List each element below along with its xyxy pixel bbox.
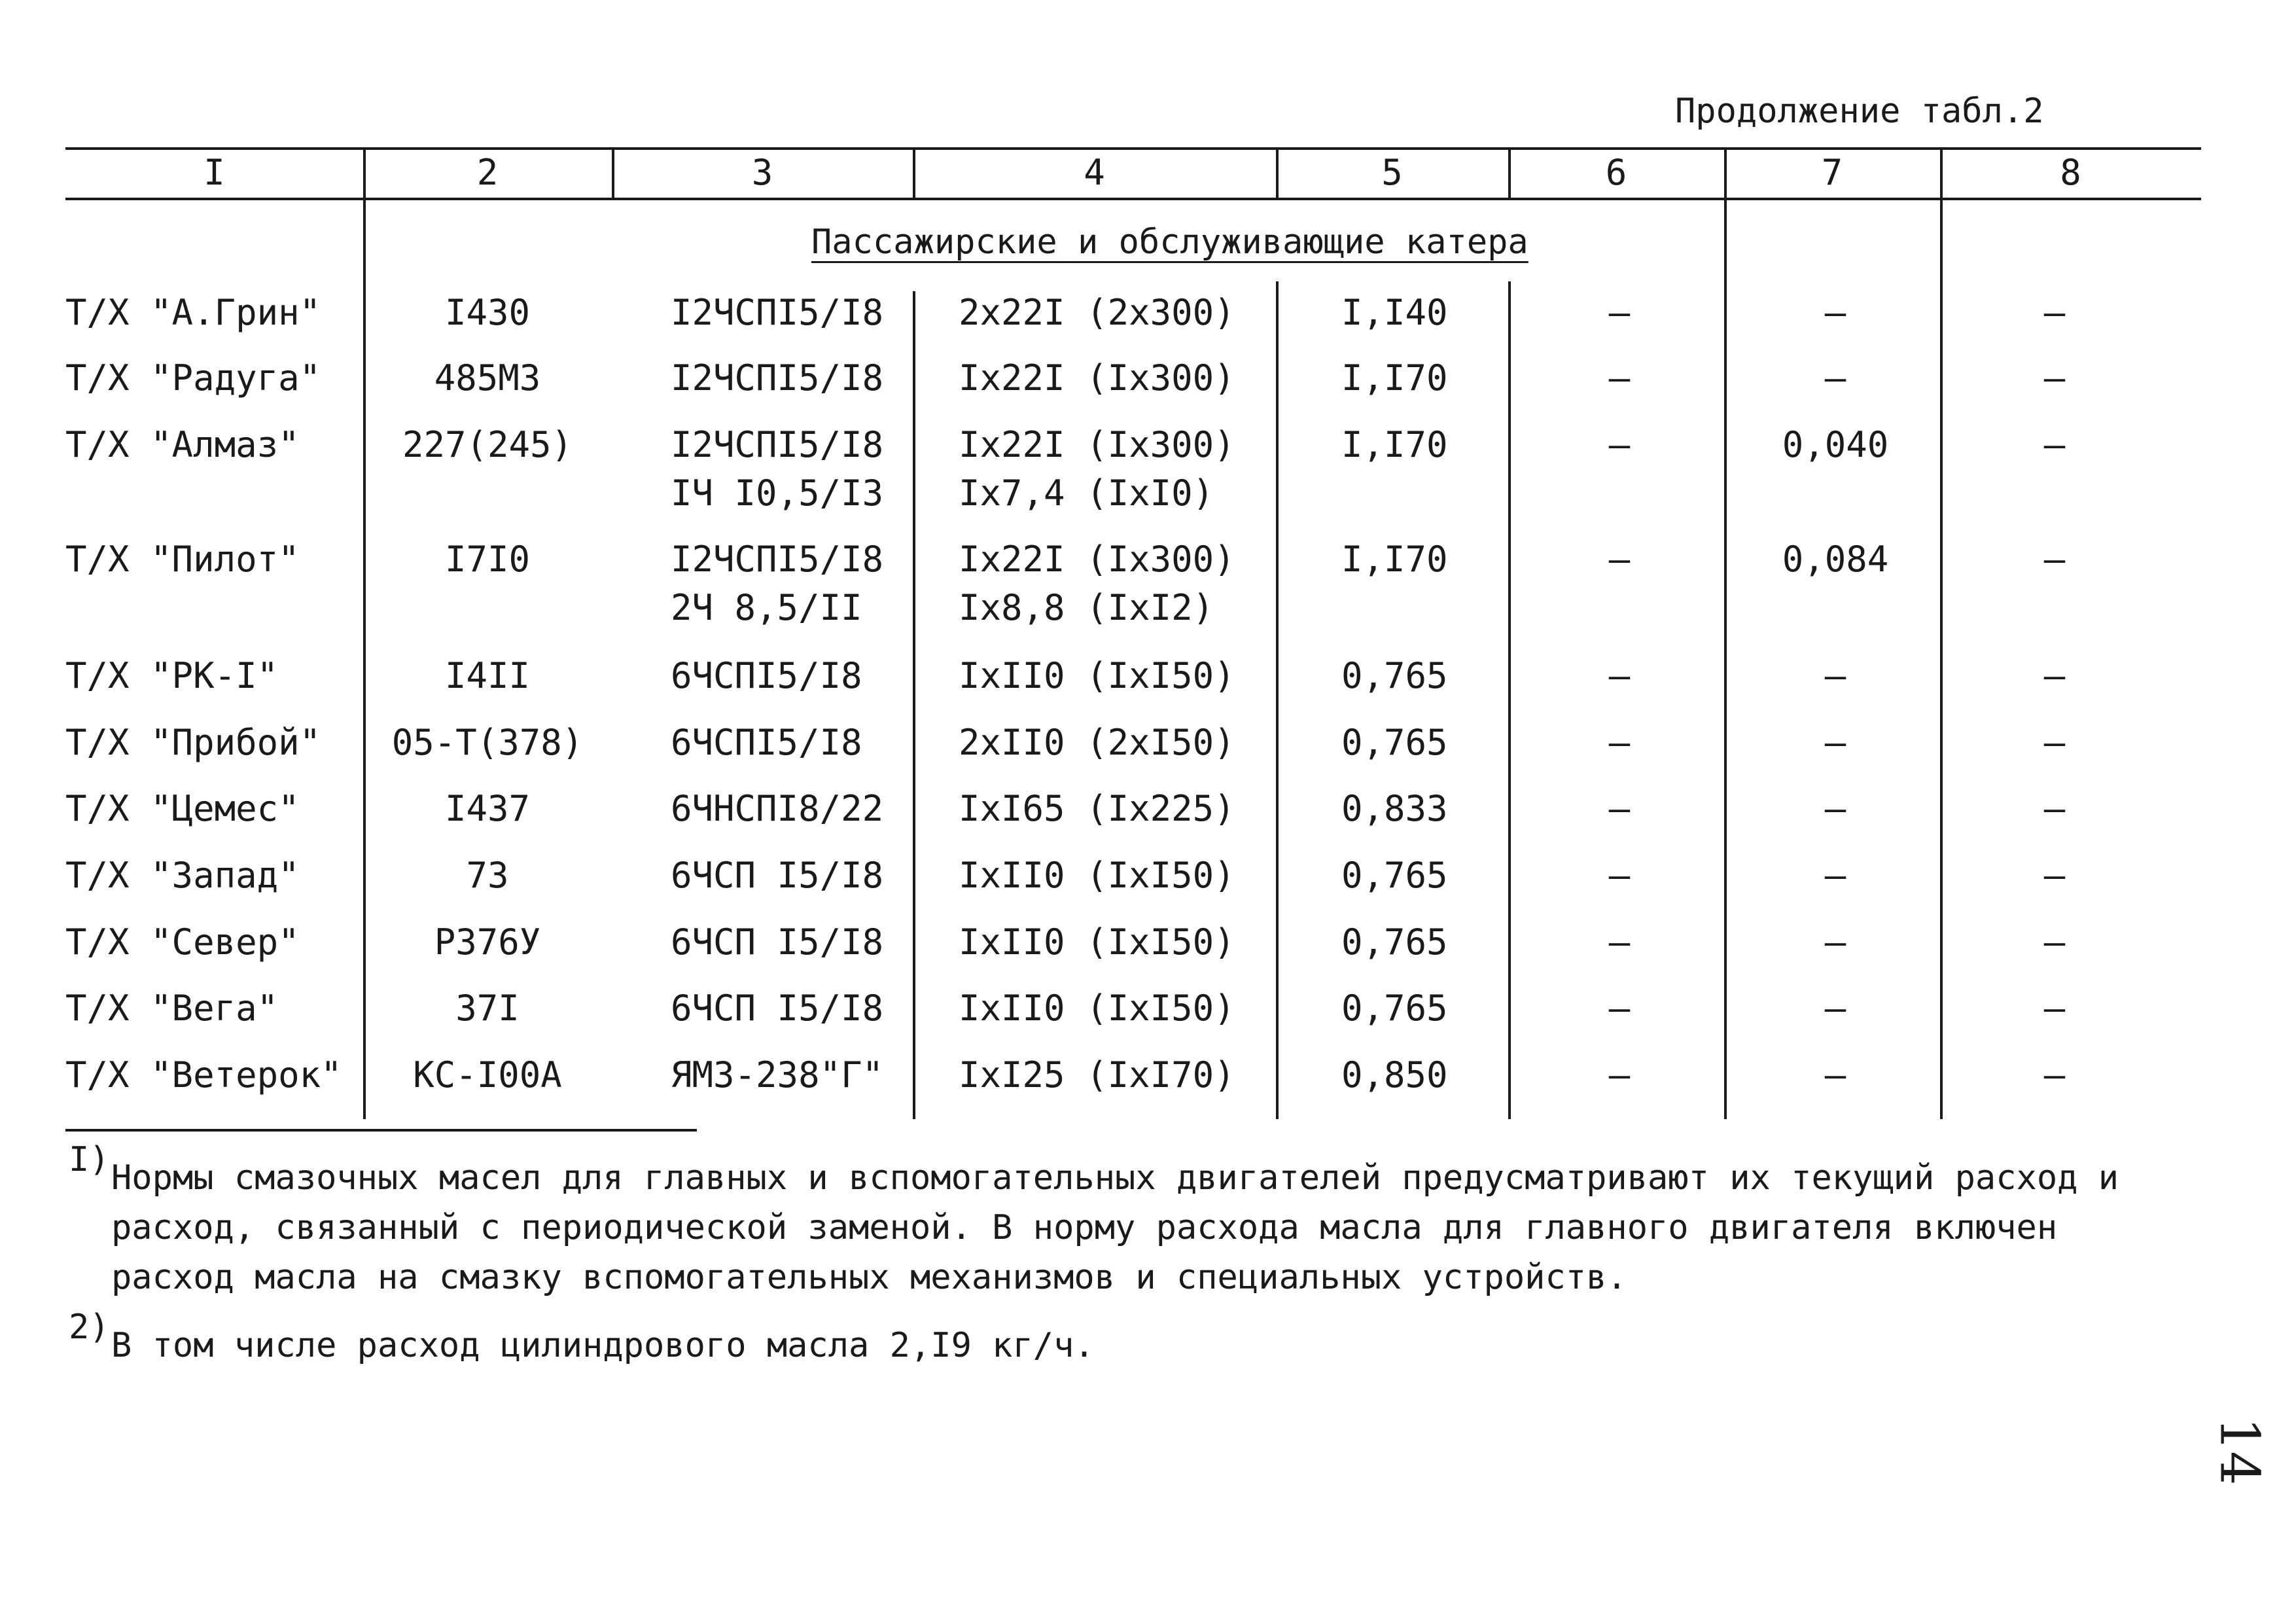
project-number: I4II (444, 655, 531, 696)
engine-power: 2хII0 (2хI50) (959, 722, 1235, 763)
project-number: I430 (444, 292, 531, 333)
engine-type: 6ЧНСПI8/22 (671, 788, 884, 829)
col8-value: – (2043, 357, 2066, 399)
oil-norm: 0,765 (1341, 988, 1448, 1029)
oil-norm: I,I70 (1341, 357, 1448, 399)
section-title: Пассажирские и обслуживающие катера (811, 223, 1528, 262)
oil-norm: 0,765 (1341, 722, 1448, 763)
vessel-name: Т/Х "Цемес" (65, 788, 300, 829)
oil-norm: 0,765 (1341, 855, 1448, 896)
col-divider-4b (1276, 281, 1279, 1119)
footnote-2-line-1: В том числе расход цилиндрового масла 2,I9 кг/ч. (111, 1326, 1095, 1365)
project-number: 485МЗ (434, 357, 541, 399)
col7-value: 0,084 (1782, 539, 1889, 580)
col6-value: – (1608, 788, 1631, 829)
vessel-name: Т/Х "Вега" (65, 988, 279, 1029)
page-number: 14 (2208, 1417, 2270, 1486)
column-number-7: 7 (1821, 152, 1843, 193)
oil-norm: I,I40 (1341, 292, 1448, 333)
column-number-2: 2 (476, 152, 499, 193)
col8-value: – (2043, 424, 2066, 465)
engine-type: 6ЧСП I5/I8 (671, 921, 884, 963)
oil-norm: I,I70 (1341, 424, 1448, 465)
engine-power: IхII0 (IхI50) (959, 655, 1235, 696)
col-divider-3b (913, 291, 915, 1119)
col8-value: – (2043, 655, 2066, 696)
engine-power: Iх22I (Iх300) (959, 424, 1235, 465)
col8-value: – (2043, 988, 2066, 1029)
col6-value: – (1608, 988, 1631, 1029)
project-number: I7I0 (444, 539, 531, 580)
vessel-name: Т/Х "Прибой" (65, 722, 321, 763)
oil-norm: 0,765 (1341, 921, 1448, 963)
column-number-1: I (203, 152, 225, 193)
aux-engine-type: 2Ч 8,5/II (671, 587, 862, 628)
vessel-name: Т/Х "Запад" (65, 855, 300, 896)
engine-power: IхII0 (IхI50) (959, 921, 1235, 963)
col8-value: – (2043, 855, 2066, 896)
engine-type: ЯМЗ-238"Г" (671, 1054, 884, 1096)
col8-value: – (2043, 292, 2066, 333)
col8-value: – (2043, 722, 2066, 763)
engine-power: IхII0 (IхI50) (959, 855, 1235, 896)
engine-power: IхI25 (IхI70) (959, 1054, 1235, 1096)
footnote-1-line-2: расход, связанный с периодической заменой. В норму расхода масла для главного двигателя включен (111, 1208, 2058, 1247)
col8-value: – (2043, 921, 2066, 963)
engine-type: I2ЧСПI5/I8 (671, 539, 884, 580)
oil-norm: 0,833 (1341, 788, 1448, 829)
project-number: 227(245) (402, 424, 573, 465)
project-number: 37I (455, 988, 520, 1029)
col7-value: – (1824, 655, 1846, 696)
aux-engine-type: IЧ I0,5/I3 (671, 473, 884, 514)
project-number: КС-I00А (413, 1054, 562, 1096)
engine-power: 2х22I (2х300) (959, 292, 1235, 333)
vessel-name: Т/Х "А.Грин" (65, 292, 321, 333)
footnote-2-mark: 2) (69, 1308, 110, 1347)
col8-value: – (2043, 1054, 2066, 1096)
col7-value: – (1824, 722, 1846, 763)
project-number: 05-Т(378) (391, 722, 584, 763)
engine-type: 6ЧСПI5/I8 (671, 655, 862, 696)
engine-power: IхII0 (IхI50) (959, 988, 1235, 1029)
engine-type: I2ЧСПI5/I8 (671, 292, 884, 333)
col6-value: – (1608, 539, 1631, 580)
col8-value: – (2043, 788, 2066, 829)
vessel-name: Т/Х "Пилот" (65, 539, 300, 580)
col7-value: – (1824, 988, 1846, 1029)
col6-value: – (1608, 855, 1631, 896)
col6-value: – (1608, 292, 1631, 333)
footnote-1-mark: I) (69, 1140, 110, 1179)
vessel-name: Т/Х "РК-I" (65, 655, 279, 696)
column-number-3: 3 (751, 152, 773, 193)
col8-value: – (2043, 539, 2066, 580)
col7-value: 0,040 (1782, 424, 1889, 465)
col7-value: – (1824, 921, 1846, 963)
oil-norm: 0,765 (1341, 655, 1448, 696)
aux-engine-power: Iх8,8 (IхI2) (959, 587, 1214, 628)
col7-value: – (1824, 1054, 1846, 1096)
col7-value: – (1824, 292, 1846, 333)
col7-value: – (1824, 855, 1846, 896)
project-number: Р376У (434, 921, 541, 963)
footnote-1-line-1: Нормы смазочных масел для главных и вспомогательных двигателей предусматривают их текущий расход и (111, 1158, 2119, 1198)
col6-value: – (1608, 1054, 1631, 1096)
engine-type: I2ЧСПI5/I8 (671, 424, 884, 465)
col6-value: – (1608, 424, 1631, 465)
oil-norm: I,I70 (1341, 539, 1448, 580)
engine-type: 6ЧСП I5/I8 (671, 855, 884, 896)
oil-norm: 0,850 (1341, 1054, 1448, 1096)
column-number-5: 5 (1381, 152, 1403, 193)
col6-value: – (1608, 722, 1631, 763)
engine-type: 6ЧСПI5/I8 (671, 722, 862, 763)
column-number-6: 6 (1605, 152, 1627, 193)
header-bottom-rule (65, 198, 2201, 200)
col6-value: – (1608, 921, 1631, 963)
vessel-name: Т/Х "Ветерок" (65, 1054, 342, 1096)
column-number-4: 4 (1084, 152, 1105, 193)
column-number-8: 8 (2060, 152, 2081, 193)
col7-value: – (1824, 357, 1846, 399)
engine-type: I2ЧСПI5/I8 (671, 357, 884, 399)
vessel-name: Т/Х "Алмаз" (65, 424, 300, 465)
engine-power: Iх22I (Iх300) (959, 357, 1235, 399)
table-top-rule (65, 147, 2201, 150)
footnote-separator (65, 1129, 697, 1132)
vessel-name: Т/Х "Север" (65, 921, 300, 963)
engine-power: Iх22I (Iх300) (959, 539, 1235, 580)
footnote-1-line-3: расход масла на смазку вспомогательных механизмов и специальных устройств. (111, 1258, 1627, 1297)
col6-value: – (1608, 655, 1631, 696)
vessel-name: Т/Х "Радуга" (65, 357, 321, 399)
aux-engine-power: Iх7,4 (IхI0) (959, 473, 1214, 514)
engine-power: IхI65 (Iх225) (959, 788, 1235, 829)
col7-value: – (1824, 788, 1846, 829)
project-number: I437 (444, 788, 531, 829)
continuation-label: Продолжение табл.2 (1675, 92, 2044, 131)
col6-value: – (1608, 357, 1631, 399)
project-number: 73 (466, 855, 509, 896)
engine-type: 6ЧСП I5/I8 (671, 988, 884, 1029)
